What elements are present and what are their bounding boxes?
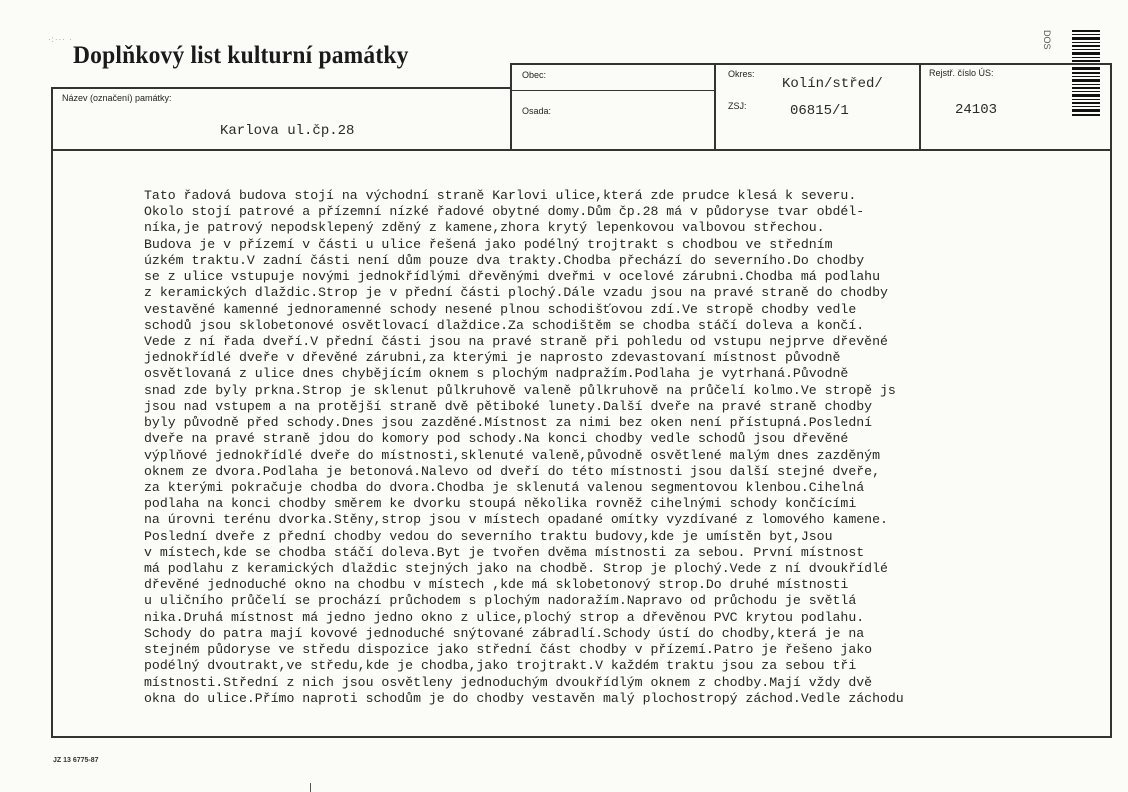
text-line: dveře na pravé straně jdou do komory pod schody.Na konci chodby vedle schodů jsou dřevěné [144, 431, 849, 447]
description-text [144, 188, 1104, 707]
text-line: níka,je patrový nepodsklepený zděný z kamene,zhora krytý lepenkovou valbovou střechou. [144, 220, 825, 236]
header-divider [52, 149, 1111, 151]
text-line: stejném půdoryse ve středu dispozice jako střední část chodby v přízemí.Patro je řešeno jako [144, 642, 873, 658]
footer-code: JZ 13 6775-87 [53, 757, 99, 764]
obec-osada-divider [511, 90, 715, 91]
col-divider-3 [919, 63, 921, 150]
barcode-icon [1070, 30, 1102, 118]
okres-value: Kolín/střed/ [782, 76, 883, 92]
text-line: oknem ze dvora.Podlaha je betonová.Nalevo od dveří do této místnosti jsou další stejné dveře, [144, 463, 880, 479]
header-top-line [510, 63, 1110, 65]
text-line: Schody do patra mají kovové jednoduché snýtované zábradlí.Schody ústí do chodby,která je na [144, 625, 865, 641]
text-line: Vede z ní řada dveří.V přední části jsou na pravé straně při pohledu od vstupu nejprve dřevěné [144, 333, 888, 349]
text-line: okna do ulice.Přímo naproti schodům je do chodby vestavěn malý plochostropý záchod.Vedle záchodu [144, 690, 904, 706]
text-line: jednokřídlé dveře v dřevěné zárubni,za kterými je naprosto zdevastovaní místnost původně [144, 350, 841, 366]
text-line: má podlahu z keramických dlaždic stejných jako na chodbě. Strop je plochý.Vede z ní dvoukřídlé [144, 561, 888, 577]
text-line: Okolo stojí patrové a přízemní nízké řadové obytné domy.Dům čp.28 má v půdoryse tvar obdél- [144, 204, 865, 220]
name-label: Název (označení) památky: [62, 93, 172, 103]
doc-code: DOS [1042, 30, 1052, 50]
text-line: nika.Druhá místnost má jedno jedno okno z ulice,plochý strop a dřevěnou PVC krytou podlahu. [144, 609, 865, 625]
scan-mark: ·:··· · [48, 35, 73, 44]
title-underline [52, 87, 512, 89]
text-line: v místech,kde se chodba stáčí doleva.Byt je tvořen dvěma místnosti za sebou. První místnost [144, 544, 865, 560]
text-line: snad zde byly prkna.Strop je sklenut půlkruhově valeně půlkruhově na průčelí kolmo.Ve stropě js [144, 382, 896, 398]
obec-label: Obec: [522, 70, 547, 80]
form-title: Doplňkový list kulturní památky [73, 42, 409, 69]
text-line: jsou nad vstupem a na protější straně dvě pětiboké lunety.Další dveře na pravé straně chodby [144, 398, 873, 414]
text-line: výplňové jednokřídlé dveře do místnosti,sklenuté valeně,původně osvětlené malým dnes zazděným [144, 447, 880, 463]
text-line: podlaha na konci chodby směrem ke dvorku stoupá několika rovněž cihelnými schody končícími [144, 496, 857, 512]
text-line: místnosti.Střední z nich jsou osvětleny jednoduchým dvoukřídlým oknem z chodby.Mají vždy dvě [144, 674, 873, 690]
text-line: vestavěné kamenné jednoramenné schody nesené plnou schodišťovou zdí.Ve stropě chodby vedle [144, 301, 857, 317]
text-line: za kterými pokračuje chodba do dvora.Chodba je sklenutá valenou segmentovou klenbou.Cihelná [144, 479, 865, 495]
osada-label: Osada: [522, 106, 552, 116]
col-divider-1 [510, 63, 512, 150]
form-left-border [51, 87, 53, 737]
text-line: schodů jsou sklobetonové osvětlovací dlaždice.Za schodištěm se chodba stáčí doleva a končí. [144, 317, 865, 333]
text-line: podélný dvoutrakt,ve středu,kde je chodba,jako trojtrakt.V každém traktu jsou za sebou tři [144, 658, 857, 674]
okres-label: Okres: [728, 69, 755, 79]
text-line: úzkém traktu.V zadní části není dům pouze dva trakty.Chodba přechází do severního.Do chodby [144, 252, 865, 268]
zsj-value: 06815/1 [790, 103, 849, 119]
form-bottom-border [51, 736, 1112, 738]
text-line: dřevěné jednoduché okno na chodbu v místech ,kde má sklobetonový strop.Do druhé místnosti [144, 577, 849, 593]
zsj-label: ZSJ: [728, 101, 747, 111]
text-line: Budova je v přízemí v části u ulice řešená jako podélný trojtrakt s chodbou ve středním [144, 236, 833, 252]
text-line: byly původně před schody.Dnes jsou zazděné.Místnost za nimi bez oken není přístupná.Poslední [144, 415, 873, 431]
rejstr-value: 24103 [955, 102, 998, 118]
name-value: Karlova ul.čp.28 [220, 123, 355, 139]
text-line: Poslední dveře z přední chodby vedou do severního traktu budovy,kde je umístěn byt,Jsou [144, 528, 833, 544]
text-line: osvětlovaná z ulice dnes chybějícím oknem s plochým nadpražím.Podlaha je vytrhaná.Původně [144, 366, 849, 382]
text-line: z keramických dlaždic.Strop je v přední části plochý.Dále vzadu jsou na pravé straně do chodby [144, 285, 888, 301]
page-tick-mark [310, 783, 311, 792]
text-line: na úrovni terénu dvorka.Stěny,strop jsou v místech opadané omítky vyzdívané z lomového kamene. [144, 512, 888, 528]
text-line: u uličního průčelí se prochází průchodem s plochým nadoražím.Napravo od průchodu je světlá [144, 593, 857, 609]
text-line: Tato řadová budova stojí na východní straně Karlovi ulice,která zde prudce klesá k severu. [144, 188, 857, 203]
text-line: se z ulice vstupuje novými jednokřídlými dřevěnými dveřmi v ocelové zárubni.Chodba má podlahu [144, 269, 880, 285]
form-right-border [1110, 63, 1112, 737]
rejstr-label: Rejstř. číslo ÚS: [929, 68, 994, 78]
col-divider-2 [714, 63, 716, 150]
